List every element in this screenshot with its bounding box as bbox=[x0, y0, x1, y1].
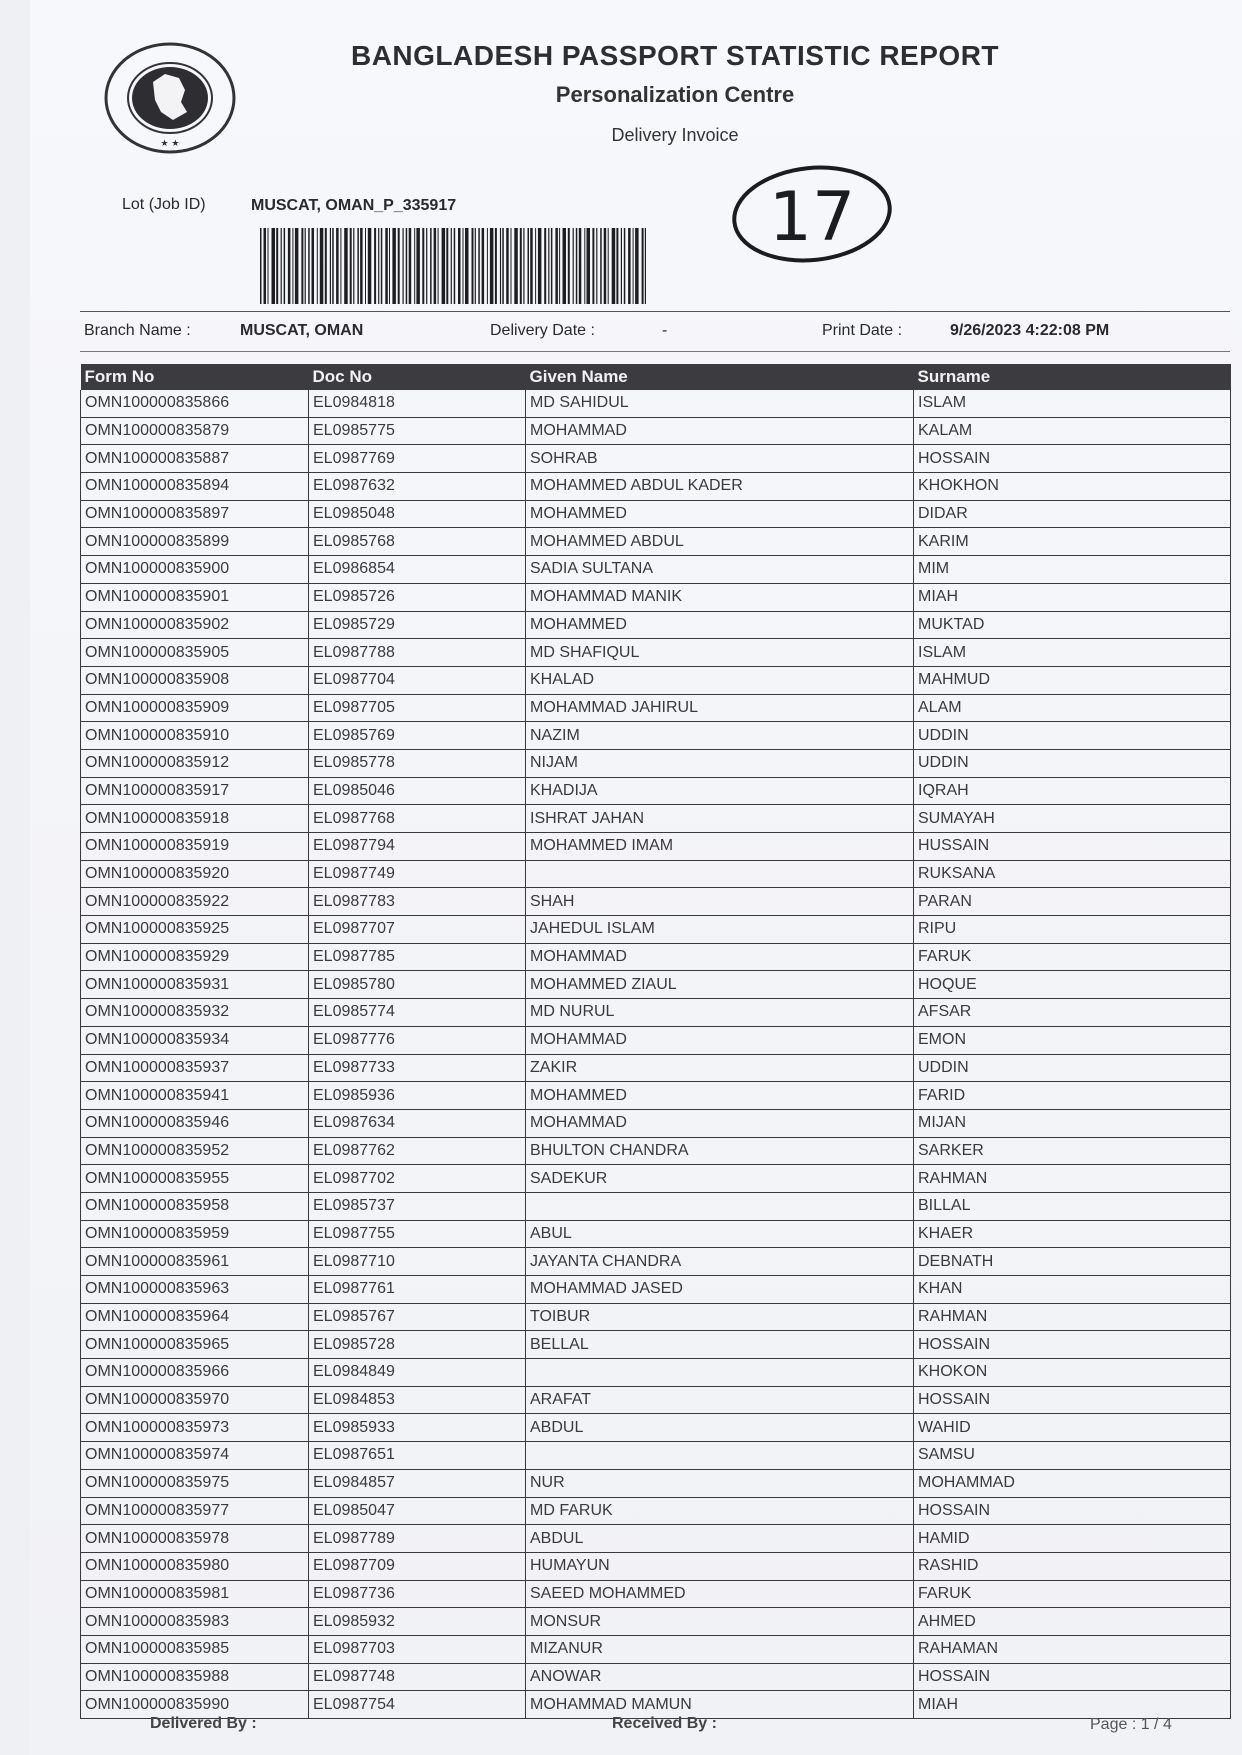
doc-no-cell: EL0985048 bbox=[309, 500, 526, 528]
surname-cell: UDDIN bbox=[914, 1054, 1231, 1082]
table-row bbox=[81, 805, 1231, 833]
given-name-cell bbox=[526, 1359, 914, 1387]
doc-no-cell: EL0985047 bbox=[309, 1497, 526, 1525]
form-no-cell: OMN100000835973 bbox=[81, 1414, 309, 1442]
doc-no-cell: EL0987707 bbox=[309, 916, 526, 944]
surname-cell: MIAH bbox=[914, 1691, 1231, 1719]
given-name-cell: MOHAMMAD MAMUN bbox=[526, 1691, 914, 1719]
given-name-cell: ARAFAT bbox=[526, 1386, 914, 1414]
surname-cell: MAHMUD bbox=[914, 666, 1231, 694]
table-row bbox=[81, 1248, 1231, 1276]
form-no-cell: OMN100000835901 bbox=[81, 583, 309, 611]
table-row bbox=[81, 1082, 1231, 1110]
doc-no-cell: EL0984849 bbox=[309, 1359, 526, 1387]
given-name-cell: ISHRAT JAHAN bbox=[526, 805, 914, 833]
doc-no-cell: EL0987748 bbox=[309, 1663, 526, 1691]
government-seal-icon bbox=[103, 42, 237, 154]
table-row bbox=[81, 611, 1231, 639]
surname-cell: SUMAYAH bbox=[914, 805, 1231, 833]
lot-label: Lot (Job ID) bbox=[122, 196, 206, 213]
doc-no-cell: EL0987632 bbox=[309, 473, 526, 501]
form-no-cell: OMN100000835964 bbox=[81, 1303, 309, 1331]
surname-cell: MUKTAD bbox=[914, 611, 1231, 639]
doc-no-cell: EL0985767 bbox=[309, 1303, 526, 1331]
doc-no-cell: EL0987785 bbox=[309, 943, 526, 971]
print-date-label: Print Date : bbox=[822, 322, 903, 339]
given-name-cell: MOHAMMAD JAHIRUL bbox=[526, 694, 914, 722]
print-date-value: 9/26/2023 4:22:08 PM bbox=[950, 322, 1110, 339]
form-no-cell: OMN100000835966 bbox=[81, 1359, 309, 1387]
doc-no-cell: EL0985737 bbox=[309, 1192, 526, 1220]
handwritten-circled-number bbox=[728, 158, 896, 270]
form-no-cell: OMN100000835897 bbox=[81, 500, 309, 528]
doc-no-cell: EL0987762 bbox=[309, 1137, 526, 1165]
surname-cell: ISLAM bbox=[914, 639, 1231, 667]
table-row bbox=[81, 1386, 1231, 1414]
doc-no-cell: EL0985775 bbox=[309, 417, 526, 445]
form-no-cell: OMN100000835941 bbox=[81, 1082, 309, 1110]
given-name-cell: NAZIM bbox=[526, 722, 914, 750]
given-name-cell bbox=[526, 860, 914, 888]
given-name-cell: MD SHAFIQUL bbox=[526, 639, 914, 667]
table-row bbox=[81, 1109, 1231, 1137]
table-row bbox=[81, 694, 1231, 722]
doc-no-cell: EL0986854 bbox=[309, 556, 526, 584]
report-title: BANGLADESH PASSPORT STATISTIC REPORT bbox=[350, 40, 1000, 71]
delivery-table bbox=[80, 364, 1231, 1719]
column-header-given-name: Given Name bbox=[526, 364, 914, 390]
given-name-cell: MD FARUK bbox=[526, 1497, 914, 1525]
form-no-cell: OMN100000835981 bbox=[81, 1580, 309, 1608]
given-name-cell: SAEED MOHAMMED bbox=[526, 1580, 914, 1608]
received-by-label: Received By : bbox=[612, 1715, 717, 1732]
doc-no-cell: EL0984857 bbox=[309, 1469, 526, 1497]
doc-no-cell: EL0985780 bbox=[309, 971, 526, 999]
form-no-cell: OMN100000835985 bbox=[81, 1635, 309, 1663]
form-no-cell: OMN100000835908 bbox=[81, 666, 309, 694]
divider bbox=[80, 311, 1230, 312]
form-no-cell: OMN100000835894 bbox=[81, 473, 309, 501]
table-header-row bbox=[81, 364, 1231, 390]
branch-label: Branch Name : bbox=[84, 322, 191, 339]
given-name-cell: MD NURUL bbox=[526, 999, 914, 1027]
svg-text:★ ★: ★ ★ bbox=[160, 139, 180, 149]
doc-no-cell: EL0984853 bbox=[309, 1386, 526, 1414]
table-row bbox=[81, 971, 1231, 999]
surname-cell: KHAER bbox=[914, 1220, 1231, 1248]
table-row bbox=[81, 390, 1231, 417]
doc-no-cell: EL0985936 bbox=[309, 1082, 526, 1110]
form-no-cell: OMN100000835919 bbox=[81, 833, 309, 861]
form-no-cell: OMN100000835988 bbox=[81, 1663, 309, 1691]
surname-cell: RAHAMAN bbox=[914, 1635, 1231, 1663]
form-no-cell: OMN100000835952 bbox=[81, 1137, 309, 1165]
surname-cell: RUKSANA bbox=[914, 860, 1231, 888]
doc-no-cell: EL0987789 bbox=[309, 1525, 526, 1553]
surname-cell: WAHID bbox=[914, 1414, 1231, 1442]
surname-cell: HOSSAIN bbox=[914, 1663, 1231, 1691]
form-no-cell: OMN100000835866 bbox=[81, 390, 309, 417]
doc-no-cell: EL0985933 bbox=[309, 1414, 526, 1442]
form-no-cell: OMN100000835931 bbox=[81, 971, 309, 999]
table-row bbox=[81, 473, 1231, 501]
doc-no-cell: EL0985774 bbox=[309, 999, 526, 1027]
given-name-cell: KHADIJA bbox=[526, 777, 914, 805]
form-no-cell: OMN100000835900 bbox=[81, 556, 309, 584]
surname-cell: DIDAR bbox=[914, 500, 1231, 528]
given-name-cell: MOHAMMED bbox=[526, 1082, 914, 1110]
surname-cell: FARID bbox=[914, 1082, 1231, 1110]
table-row bbox=[81, 1663, 1231, 1691]
table-row bbox=[81, 1608, 1231, 1636]
table-row bbox=[81, 500, 1231, 528]
doc-no-cell: EL0985769 bbox=[309, 722, 526, 750]
delivery-date-value: - bbox=[662, 322, 668, 339]
table-row bbox=[81, 1192, 1231, 1220]
doc-no-cell: EL0987788 bbox=[309, 639, 526, 667]
given-name-cell: MOHAMMED ZIAUL bbox=[526, 971, 914, 999]
form-no-cell: OMN100000835909 bbox=[81, 694, 309, 722]
given-name-cell: SOHRAB bbox=[526, 445, 914, 473]
delivered-by-label: Delivered By : bbox=[150, 1715, 257, 1732]
doc-no-cell: EL0985778 bbox=[309, 749, 526, 777]
doc-no-cell: EL0987754 bbox=[309, 1691, 526, 1719]
page-number: Page : 1 / 4 bbox=[1090, 1716, 1172, 1733]
table-row bbox=[81, 445, 1231, 473]
table-row bbox=[81, 1137, 1231, 1165]
delivery-date-label: Delivery Date : bbox=[490, 322, 595, 339]
form-no-cell: OMN100000835918 bbox=[81, 805, 309, 833]
table-row bbox=[81, 1469, 1231, 1497]
form-no-cell: OMN100000835955 bbox=[81, 1165, 309, 1193]
given-name-cell: ABDUL bbox=[526, 1525, 914, 1553]
given-name-cell: KHALAD bbox=[526, 666, 914, 694]
given-name-cell: MOHAMMAD bbox=[526, 943, 914, 971]
given-name-cell: MOHAMMED ABDUL KADER bbox=[526, 473, 914, 501]
given-name-cell: HUMAYUN bbox=[526, 1552, 914, 1580]
surname-cell: HOSSAIN bbox=[914, 1331, 1231, 1359]
table-row bbox=[81, 1497, 1231, 1525]
table-row bbox=[81, 1276, 1231, 1304]
surname-cell: AHMED bbox=[914, 1608, 1231, 1636]
surname-cell: HOSSAIN bbox=[914, 1497, 1231, 1525]
column-header-form-no: Form No bbox=[81, 364, 309, 390]
surname-cell: UDDIN bbox=[914, 722, 1231, 750]
surname-cell: UDDIN bbox=[914, 749, 1231, 777]
form-no-cell: OMN100000835917 bbox=[81, 777, 309, 805]
table-row bbox=[81, 722, 1231, 750]
doc-no-cell: EL0985046 bbox=[309, 777, 526, 805]
form-no-cell: OMN100000835912 bbox=[81, 749, 309, 777]
doc-no-cell: EL0987709 bbox=[309, 1552, 526, 1580]
table-row bbox=[81, 860, 1231, 888]
form-no-cell: OMN100000835887 bbox=[81, 445, 309, 473]
surname-cell: BILLAL bbox=[914, 1192, 1231, 1220]
form-no-cell: OMN100000835980 bbox=[81, 1552, 309, 1580]
surname-cell: KALAM bbox=[914, 417, 1231, 445]
surname-cell: KHOKHON bbox=[914, 473, 1231, 501]
form-no-cell: OMN100000835929 bbox=[81, 943, 309, 971]
surname-cell: FARUK bbox=[914, 1580, 1231, 1608]
table-row bbox=[81, 1220, 1231, 1248]
table-row bbox=[81, 1026, 1231, 1054]
form-no-cell: OMN100000835932 bbox=[81, 999, 309, 1027]
doc-no-cell: EL0985726 bbox=[309, 583, 526, 611]
report-subtitle: Personalization Centre bbox=[555, 82, 795, 107]
given-name-cell: MIZANUR bbox=[526, 1635, 914, 1663]
doc-no-cell: EL0985728 bbox=[309, 1331, 526, 1359]
given-name-cell: TOIBUR bbox=[526, 1303, 914, 1331]
form-no-cell: OMN100000835977 bbox=[81, 1497, 309, 1525]
table-row bbox=[81, 749, 1231, 777]
surname-cell: KHOKON bbox=[914, 1359, 1231, 1387]
doc-no-cell: EL0985932 bbox=[309, 1608, 526, 1636]
form-no-cell: OMN100000835983 bbox=[81, 1608, 309, 1636]
form-no-cell: OMN100000835905 bbox=[81, 639, 309, 667]
table-row bbox=[81, 999, 1231, 1027]
table-row bbox=[81, 639, 1231, 667]
branch-value: MUSCAT, OMAN bbox=[240, 322, 364, 339]
table-row bbox=[81, 556, 1231, 584]
form-no-cell: OMN100000835961 bbox=[81, 1248, 309, 1276]
given-name-cell: BELLAL bbox=[526, 1331, 914, 1359]
doc-no-cell: EL0987755 bbox=[309, 1220, 526, 1248]
form-no-cell: OMN100000835958 bbox=[81, 1192, 309, 1220]
surname-cell: SAMSU bbox=[914, 1442, 1231, 1470]
form-no-cell: OMN100000835970 bbox=[81, 1386, 309, 1414]
form-no-cell: OMN100000835975 bbox=[81, 1469, 309, 1497]
given-name-cell: MOHAMMAD MANIK bbox=[526, 583, 914, 611]
form-no-cell: OMN100000835934 bbox=[81, 1026, 309, 1054]
surname-cell: IQRAH bbox=[914, 777, 1231, 805]
surname-cell: DEBNATH bbox=[914, 1248, 1231, 1276]
table-row bbox=[81, 417, 1231, 445]
form-no-cell: OMN100000835959 bbox=[81, 1220, 309, 1248]
column-header-doc-no: Doc No bbox=[309, 364, 526, 390]
given-name-cell: MOHAMMED bbox=[526, 611, 914, 639]
form-no-cell: OMN100000835965 bbox=[81, 1331, 309, 1359]
given-name-cell bbox=[526, 1442, 914, 1470]
given-name-cell: MOHAMMAD bbox=[526, 1109, 914, 1137]
surname-cell: AFSAR bbox=[914, 999, 1231, 1027]
given-name-cell: SADIA SULTANA bbox=[526, 556, 914, 584]
table-row bbox=[81, 943, 1231, 971]
form-no-cell: OMN100000835879 bbox=[81, 417, 309, 445]
given-name-cell: ZAKIR bbox=[526, 1054, 914, 1082]
form-no-cell: OMN100000835910 bbox=[81, 722, 309, 750]
table-row bbox=[81, 666, 1231, 694]
surname-cell: RAHMAN bbox=[914, 1303, 1231, 1331]
doc-no-cell: EL0985768 bbox=[309, 528, 526, 556]
given-name-cell: NIJAM bbox=[526, 749, 914, 777]
surname-cell: HOSSAIN bbox=[914, 445, 1231, 473]
table-row bbox=[81, 1525, 1231, 1553]
given-name-cell: MOHAMMAD bbox=[526, 417, 914, 445]
lot-value: MUSCAT, OMAN_P_335917 bbox=[251, 197, 457, 214]
given-name-cell: MOHAMMAD bbox=[526, 1026, 914, 1054]
doc-no-cell: EL0987794 bbox=[309, 833, 526, 861]
doc-no-cell: EL0987776 bbox=[309, 1026, 526, 1054]
surname-cell: ALAM bbox=[914, 694, 1231, 722]
given-name-cell: NUR bbox=[526, 1469, 914, 1497]
given-name-cell: MOHAMMED IMAM bbox=[526, 833, 914, 861]
surname-cell: HOQUE bbox=[914, 971, 1231, 999]
doc-no-cell: EL0984818 bbox=[309, 390, 526, 417]
given-name-cell: SADEKUR bbox=[526, 1165, 914, 1193]
table-row bbox=[81, 1165, 1231, 1193]
doc-no-cell: EL0987761 bbox=[309, 1276, 526, 1304]
doc-no-cell: EL0987634 bbox=[309, 1109, 526, 1137]
table-row bbox=[81, 1580, 1231, 1608]
doc-no-cell: EL0987710 bbox=[309, 1248, 526, 1276]
divider bbox=[80, 351, 1230, 352]
surname-cell: RAHMAN bbox=[914, 1165, 1231, 1193]
given-name-cell: JAYANTA CHANDRA bbox=[526, 1248, 914, 1276]
form-no-cell: OMN100000835937 bbox=[81, 1054, 309, 1082]
doc-no-cell: EL0987651 bbox=[309, 1442, 526, 1470]
doc-no-cell: EL0987769 bbox=[309, 445, 526, 473]
table-row bbox=[81, 1054, 1231, 1082]
table-row bbox=[81, 777, 1231, 805]
doc-no-cell: EL0987705 bbox=[309, 694, 526, 722]
surname-cell: MIM bbox=[914, 556, 1231, 584]
given-name-cell: MOHAMMAD JASED bbox=[526, 1276, 914, 1304]
table-row bbox=[81, 888, 1231, 916]
given-name-cell: JAHEDUL ISLAM bbox=[526, 916, 914, 944]
surname-cell: FARUK bbox=[914, 943, 1231, 971]
surname-cell: RASHID bbox=[914, 1552, 1231, 1580]
given-name-cell: BHULTON CHANDRA bbox=[526, 1137, 914, 1165]
barcode-icon bbox=[258, 228, 650, 304]
surname-cell: EMON bbox=[914, 1026, 1231, 1054]
doc-no-cell: EL0987702 bbox=[309, 1165, 526, 1193]
given-name-cell: SHAH bbox=[526, 888, 914, 916]
doc-no-cell: EL0987736 bbox=[309, 1580, 526, 1608]
form-no-cell: OMN100000835974 bbox=[81, 1442, 309, 1470]
surname-cell: HAMID bbox=[914, 1525, 1231, 1553]
form-no-cell: OMN100000835922 bbox=[81, 888, 309, 916]
surname-cell: RIPU bbox=[914, 916, 1231, 944]
given-name-cell: MOHAMMED ABDUL bbox=[526, 528, 914, 556]
given-name-cell: MD SAHIDUL bbox=[526, 390, 914, 417]
handwritten-number: 17 bbox=[768, 178, 856, 257]
table-row bbox=[81, 1331, 1231, 1359]
table-row bbox=[81, 528, 1231, 556]
given-name-cell: ABUL bbox=[526, 1220, 914, 1248]
doc-no-cell: EL0987733 bbox=[309, 1054, 526, 1082]
doc-no-cell: EL0987768 bbox=[309, 805, 526, 833]
doc-no-cell: EL0985729 bbox=[309, 611, 526, 639]
given-name-cell: MONSUR bbox=[526, 1608, 914, 1636]
form-no-cell: OMN100000835946 bbox=[81, 1109, 309, 1137]
surname-cell: SARKER bbox=[914, 1137, 1231, 1165]
surname-cell: MOHAMMAD bbox=[914, 1469, 1231, 1497]
surname-cell: KHAN bbox=[914, 1276, 1231, 1304]
form-no-cell: OMN100000835963 bbox=[81, 1276, 309, 1304]
given-name-cell bbox=[526, 1192, 914, 1220]
doc-no-cell: EL0987704 bbox=[309, 666, 526, 694]
surname-cell: PARAN bbox=[914, 888, 1231, 916]
table-row bbox=[81, 1359, 1231, 1387]
table-row bbox=[81, 1303, 1231, 1331]
form-no-cell: OMN100000835978 bbox=[81, 1525, 309, 1553]
form-no-cell: OMN100000835990 bbox=[81, 1691, 309, 1719]
given-name-cell: MOHAMMED bbox=[526, 500, 914, 528]
given-name-cell: ANOWAR bbox=[526, 1663, 914, 1691]
form-no-cell: OMN100000835920 bbox=[81, 860, 309, 888]
table-row bbox=[81, 916, 1231, 944]
doc-no-cell: EL0987749 bbox=[309, 860, 526, 888]
form-no-cell: OMN100000835899 bbox=[81, 528, 309, 556]
surname-cell: MIJAN bbox=[914, 1109, 1231, 1137]
form-no-cell: OMN100000835925 bbox=[81, 916, 309, 944]
doc-no-cell: EL0987703 bbox=[309, 1635, 526, 1663]
table-row bbox=[81, 833, 1231, 861]
table-row bbox=[81, 1635, 1231, 1663]
table-row bbox=[81, 1442, 1231, 1470]
table-row bbox=[81, 1414, 1231, 1442]
document-type: Delivery Invoice bbox=[611, 125, 739, 145]
surname-cell: ISLAM bbox=[914, 390, 1231, 417]
form-no-cell: OMN100000835902 bbox=[81, 611, 309, 639]
table-row bbox=[81, 583, 1231, 611]
surname-cell: HOSSAIN bbox=[914, 1386, 1231, 1414]
doc-no-cell: EL0987783 bbox=[309, 888, 526, 916]
surname-cell: KARIM bbox=[914, 528, 1231, 556]
given-name-cell: ABDUL bbox=[526, 1414, 914, 1442]
column-header-surname: Surname bbox=[914, 364, 1231, 390]
surname-cell: MIAH bbox=[914, 583, 1231, 611]
table-row bbox=[81, 1552, 1231, 1580]
surname-cell: HUSSAIN bbox=[914, 833, 1231, 861]
